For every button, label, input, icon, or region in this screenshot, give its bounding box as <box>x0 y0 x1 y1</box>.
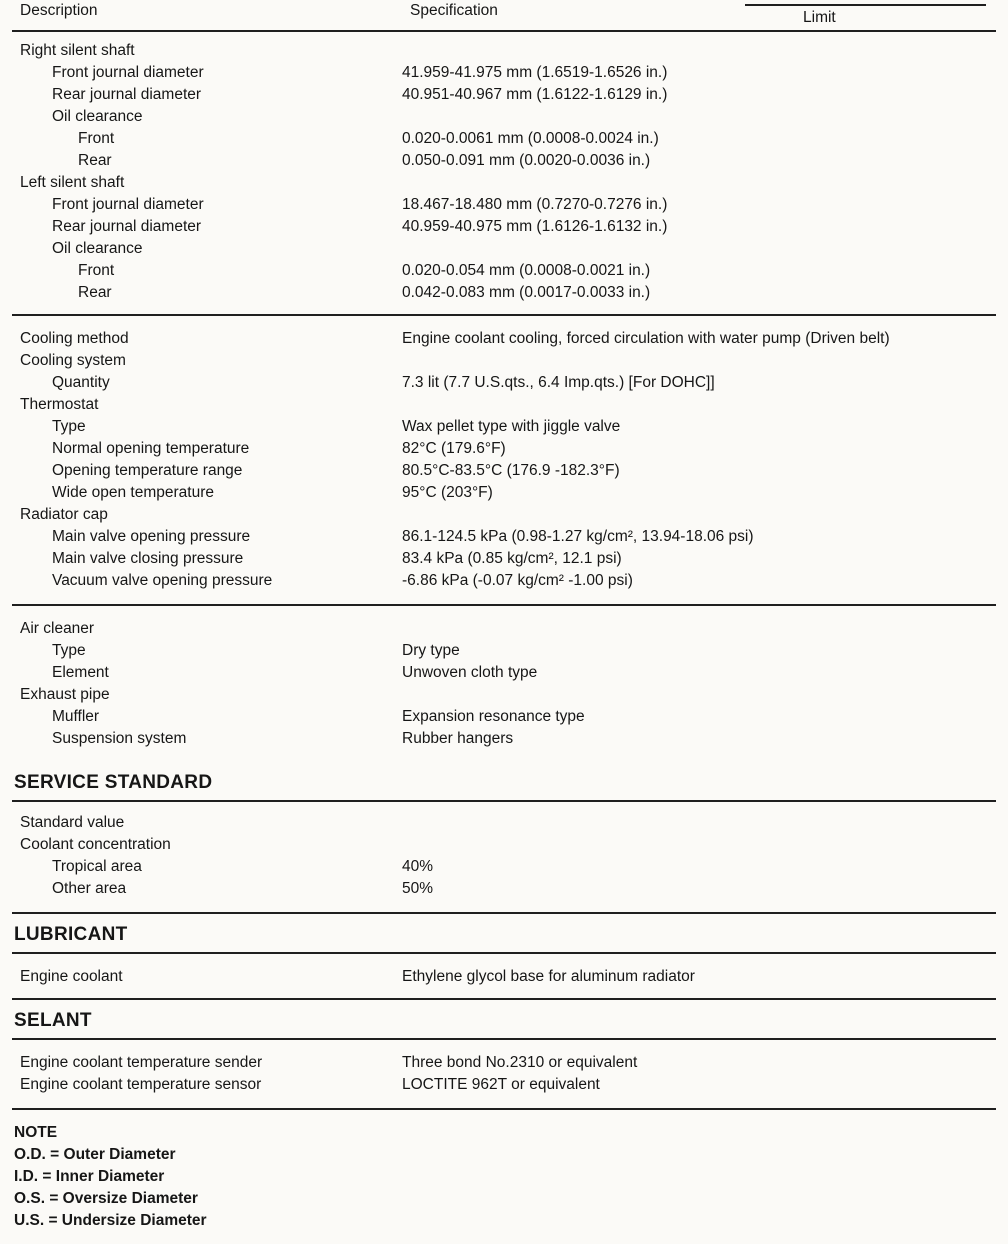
section-divider <box>12 314 996 316</box>
spec-row <box>12 394 996 416</box>
spec-row <box>12 662 996 684</box>
spec-row-label: Main valve closing pressure <box>52 550 244 567</box>
spec-row <box>12 1074 996 1096</box>
spec-row <box>12 172 996 194</box>
column-header-specification: Specification <box>410 2 498 19</box>
spec-row <box>12 194 996 216</box>
column-header-limit: Limit <box>803 9 836 26</box>
lubricant-heading: LUBRICANT <box>14 924 128 945</box>
spec-row-label: Coolant concentration <box>20 836 171 853</box>
spec-row-label: Left silent shaft <box>20 174 125 191</box>
spec-row-value <box>402 834 996 856</box>
spec-row-label: Front <box>78 262 115 279</box>
spec-row-value: 0.050-0.091 mm (0.0020-0.0036 in.) <box>402 152 651 169</box>
spec-row-value: Expansion resonance type <box>402 708 585 725</box>
spec-row-label: Opening temperature range <box>52 462 243 479</box>
section-divider <box>12 1108 996 1110</box>
spec-row <box>12 878 996 900</box>
spec-row <box>12 618 996 640</box>
spec-row-value <box>402 684 996 706</box>
spec-row-label: Wide open temperature <box>52 484 214 501</box>
spec-row-value <box>402 394 996 416</box>
spec-row-value <box>402 40 996 62</box>
spec-row-label: Element <box>52 664 109 681</box>
note-line: O.S. = Oversize Diameter <box>14 1190 198 1207</box>
spec-row-label: Oil clearance <box>52 108 143 125</box>
section-cooling <box>12 328 996 592</box>
spec-row <box>12 856 996 878</box>
spec-row-label: Vacuum valve opening pressure <box>52 572 273 589</box>
section-intake-exhaust <box>12 618 996 750</box>
spec-row <box>12 416 996 438</box>
section-lubricant <box>12 966 996 988</box>
spec-row-label: Radiator cap <box>20 506 108 523</box>
spec-row-value: 40.959-40.975 mm (1.6126-1.6132 in.) <box>402 218 668 235</box>
spec-row-label: Air cleaner <box>20 620 95 637</box>
spec-row-value: 18.467-18.480 mm (0.7270-0.7276 in.) <box>402 196 668 213</box>
spec-row-value: 83.4 kPa (0.85 kg/cm², 12.1 psi) <box>402 550 622 567</box>
spec-row-label: Main valve opening pressure <box>52 528 251 545</box>
spec-row <box>12 684 996 706</box>
spec-row <box>12 504 996 526</box>
spec-row <box>12 372 996 394</box>
section-divider <box>12 800 996 802</box>
spec-row <box>12 128 996 150</box>
spec-row-label: Exhaust pipe <box>20 686 110 703</box>
spec-row-value: 40.951-40.967 mm (1.6122-1.6129 in.) <box>402 86 668 103</box>
spec-row-value <box>402 618 996 640</box>
spec-row-value: 86.1-124.5 kPa (0.98-1.27 kg/cm², 13.94-18.06 psi) <box>402 528 754 545</box>
spec-row-label: Type <box>52 642 86 659</box>
spec-row-value: 95°C (203°F) <box>402 484 493 501</box>
spec-row <box>12 706 996 728</box>
spec-row-label: Thermostat <box>20 396 99 413</box>
section-divider <box>12 952 996 954</box>
note-line: I.D. = Inner Diameter <box>14 1168 165 1185</box>
spec-row <box>12 216 996 238</box>
spec-row-label: Front journal diameter <box>52 64 204 81</box>
spec-row <box>12 62 996 84</box>
spec-row-label: Tropical area <box>52 858 142 875</box>
spec-row <box>12 260 996 282</box>
spec-row-value: Wax pellet type with jiggle valve <box>402 418 621 435</box>
spec-row-label: Rear journal diameter <box>52 86 202 103</box>
section-silent-shaft <box>12 40 996 304</box>
spec-row-value: 40% <box>402 858 434 875</box>
spec-row-value: Unwoven cloth type <box>402 664 538 681</box>
section-divider <box>12 912 996 914</box>
spec-row-value: 7.3 lit (7.7 U.S.qts., 6.4 Imp.qts.) [For DOHC]] <box>402 374 715 391</box>
spec-row-label: Standard value <box>20 814 125 831</box>
spec-row <box>12 812 996 834</box>
section-divider <box>12 998 996 1000</box>
sealant-heading: SELANT <box>14 1010 92 1031</box>
spec-row-value <box>402 350 996 372</box>
spec-row-value: 80.5°C-83.5°C (176.9 -182.3°F) <box>402 462 620 479</box>
spec-row-value: Dry type <box>402 642 460 659</box>
spec-row-label: Front <box>78 130 115 147</box>
spec-row-value: 0.042-0.083 mm (0.0017-0.0033 in.) <box>402 284 651 301</box>
spec-row <box>12 640 996 662</box>
spec-row-label: Rear <box>78 152 112 169</box>
spec-row <box>12 460 996 482</box>
spec-row-value: 0.020-0.054 mm (0.0008-0.0021 in.) <box>402 262 651 279</box>
note-line: U.S. = Undersize Diameter <box>14 1212 207 1229</box>
spec-row-label: Cooling method <box>20 330 129 347</box>
limit-column-overline <box>745 4 986 6</box>
service-standard-heading: SERVICE STANDARD <box>14 772 213 793</box>
spec-row <box>12 150 996 172</box>
spec-row-value: Ethylene glycol base for aluminum radiator <box>402 968 695 985</box>
spec-row-value: Rubber hangers <box>402 730 514 747</box>
spec-row-label: Engine coolant temperature sender <box>20 1054 263 1071</box>
spec-row-value: Engine coolant cooling, forced circulation with water pump (Driven belt) <box>402 330 890 347</box>
column-header-description: Description <box>20 2 98 19</box>
spec-row <box>12 438 996 460</box>
spec-row <box>12 40 996 62</box>
spec-row-value: 0.020-0.0061 mm (0.0008-0.0024 in.) <box>402 130 659 147</box>
spec-row <box>12 282 996 304</box>
spec-row <box>12 570 996 592</box>
spec-row-label: Suspension system <box>52 730 187 747</box>
spec-row <box>12 966 996 988</box>
spec-row-value <box>402 238 996 260</box>
spec-row-value <box>402 504 996 526</box>
spec-row <box>12 526 996 548</box>
spec-row <box>12 350 996 372</box>
section-divider <box>12 604 996 606</box>
spec-row-value: 82°C (179.6°F) <box>402 440 506 457</box>
spec-row <box>12 84 996 106</box>
spec-row-value: LOCTITE 962T or equivalent <box>402 1076 600 1093</box>
spec-row-value <box>402 172 996 194</box>
spec-row-value: Three bond No.2310 or equivalent <box>402 1054 638 1071</box>
spec-row <box>12 106 996 128</box>
section-sealant <box>12 1052 996 1096</box>
spec-row-value: -6.86 kPa (-0.07 kg/cm² -1.00 psi) <box>402 572 633 589</box>
spec-row-label: Muffler <box>52 708 100 725</box>
spec-row-label: Oil clearance <box>52 240 143 257</box>
spec-row-value: 41.959-41.975 mm (1.6519-1.6526 in.) <box>402 64 668 81</box>
spec-row <box>12 1052 996 1074</box>
spec-row-label: Quantity <box>52 374 110 391</box>
spec-row <box>12 834 996 856</box>
spec-row-label: Engine coolant <box>20 968 123 985</box>
section-divider <box>12 30 996 32</box>
section-divider <box>12 1038 996 1040</box>
spec-row <box>12 238 996 260</box>
spec-row <box>12 548 996 570</box>
spec-row <box>12 728 996 750</box>
spec-row-value <box>402 812 996 834</box>
note-block <box>12 1122 996 1232</box>
spec-row <box>12 328 996 350</box>
note-title: NOTE <box>14 1124 58 1141</box>
spec-row-label: Type <box>52 418 86 435</box>
note-line: O.D. = Outer Diameter <box>14 1146 176 1163</box>
spec-row-label: Engine coolant temperature sensor <box>20 1076 262 1093</box>
section-service-standard <box>12 812 996 900</box>
spec-row <box>12 482 996 504</box>
spec-row-label: Rear journal diameter <box>52 218 202 235</box>
spec-row-value <box>402 106 996 128</box>
spec-row-label: Other area <box>52 880 127 897</box>
spec-row-label: Front journal diameter <box>52 196 204 213</box>
spec-row-label: Rear <box>78 284 112 301</box>
spec-row-label: Normal opening temperature <box>52 440 250 457</box>
spec-row-label: Cooling system <box>20 352 126 369</box>
spec-row-label: Right silent shaft <box>20 42 135 59</box>
spec-row-value: 50% <box>402 880 434 897</box>
